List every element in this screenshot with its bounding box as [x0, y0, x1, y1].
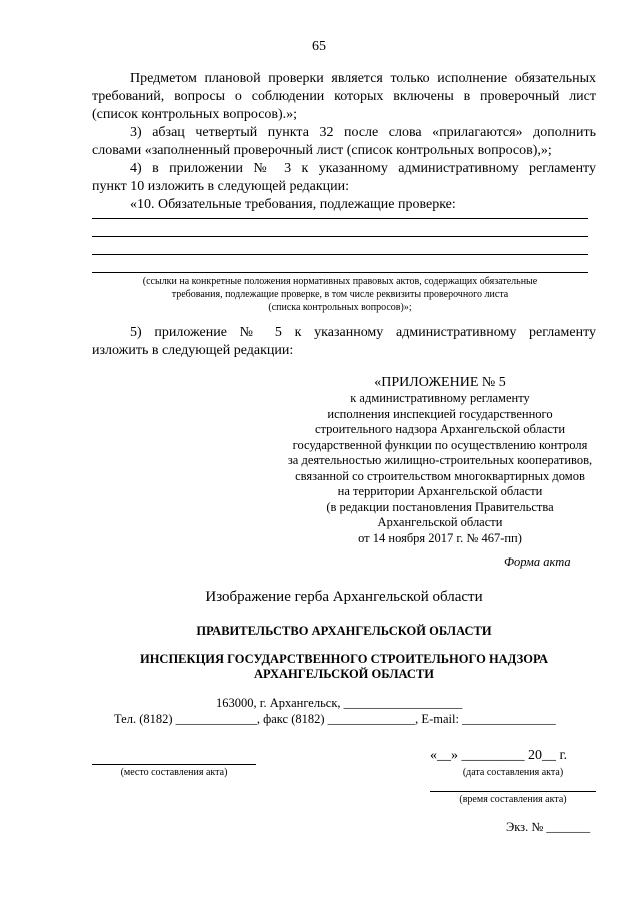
- paragraph-line: требований, вопросы о соблюдении которых включены в проверочный лист: [92, 89, 596, 104]
- time-caption: (время составления акта): [459, 794, 567, 805]
- place-line: [92, 764, 256, 765]
- appendix-line: исполнения инспекцией государственного: [327, 406, 553, 421]
- appendix-line: за деятельностью жилищно-строительных кооперативов,: [287, 453, 593, 467]
- appendix-line: к административному регламенту: [350, 391, 530, 405]
- paragraph-line: 4) в приложении № 3 к указанному административному регламенту: [130, 161, 596, 176]
- paragraph-line: Предметом плановой проверки является только исполнение обязательных: [130, 71, 596, 86]
- note-line: требования, подлежащие проверке, в том числе реквизиты проверочного листа: [171, 289, 509, 300]
- inspection-heading: ИНСПЕКЦИЯ ГОСУДАРСТВЕННОГО СТРОИТЕЛЬНОГО НАДЗОРА: [139, 652, 549, 666]
- paragraph-line: словами «заполненный проверочный лист (список контрольных вопросов),»;: [92, 143, 552, 158]
- appendix-block: [270, 374, 610, 546]
- appendix-line: (в редакции постановления Правительства: [326, 499, 554, 514]
- appendix-title: «ПРИЛОЖЕНИЕ № 5: [374, 375, 506, 390]
- place-caption: (место составления акта): [120, 767, 228, 778]
- inspection-heading: АРХАНГЕЛЬСКОЙ ОБЛАСТИ: [254, 667, 434, 681]
- fill-line: [92, 272, 588, 273]
- appendix-line: связанной со строительством многоквартирных домов: [295, 468, 585, 483]
- fill-line: [92, 236, 588, 237]
- date-caption: (дата составления акта): [462, 767, 564, 778]
- contacts-line: Тел. (8182) _____________, факс (8182) ______________, E-mail: _______________: [114, 712, 556, 726]
- paragraph-line: 5) приложение № 5 к указанному административному регламенту: [130, 325, 596, 340]
- appendix-line: Архангельской области: [377, 515, 503, 529]
- paragraph-line: (список контрольных вопросов).»;: [92, 107, 298, 122]
- page-number: 65: [312, 39, 326, 54]
- time-line: [430, 791, 596, 792]
- coat-of-arms-caption: Изображение герба Архангельской области: [205, 589, 483, 605]
- appendix-line: от 14 ноября 2017 г. № 467-пп): [358, 530, 522, 545]
- paragraph-line: изложить в следующей редакции:: [92, 343, 294, 358]
- paragraph-line: 3) абзац четвертый пункта 32 после слова «прилагаются» дополнить: [130, 125, 596, 140]
- address-line: 163000, г. Архангельск, ___________________: [216, 696, 463, 710]
- paragraph-line: пункт 10 изложить в следующей редакции:: [92, 179, 349, 194]
- appendix-line: государственной функции по осуществлению контроля: [292, 437, 588, 452]
- government-heading: ПРАВИТЕЛЬСТВО АРХАНГЕЛЬСКОЙ ОБЛАСТИ: [196, 624, 492, 638]
- fill-line: [92, 254, 588, 255]
- appendix-line: строительного надзора Архангельской области: [314, 422, 566, 436]
- date-template: «__» _________ 20__ г.: [430, 748, 568, 763]
- paragraph-line: «10. Обязательные требования, подлежащие проверке:: [130, 197, 456, 212]
- form-label: Форма акта: [504, 555, 571, 569]
- note-line: (ссылки на конкретные положения нормативных правовых актов, содержащих обязательные: [142, 276, 538, 287]
- copy-number: Экз. № _______: [506, 820, 591, 834]
- appendix-line: на территории Архангельской области: [337, 484, 543, 498]
- fill-line: [92, 218, 588, 219]
- note-line: (списка контрольных вопросов)»;: [268, 302, 412, 313]
